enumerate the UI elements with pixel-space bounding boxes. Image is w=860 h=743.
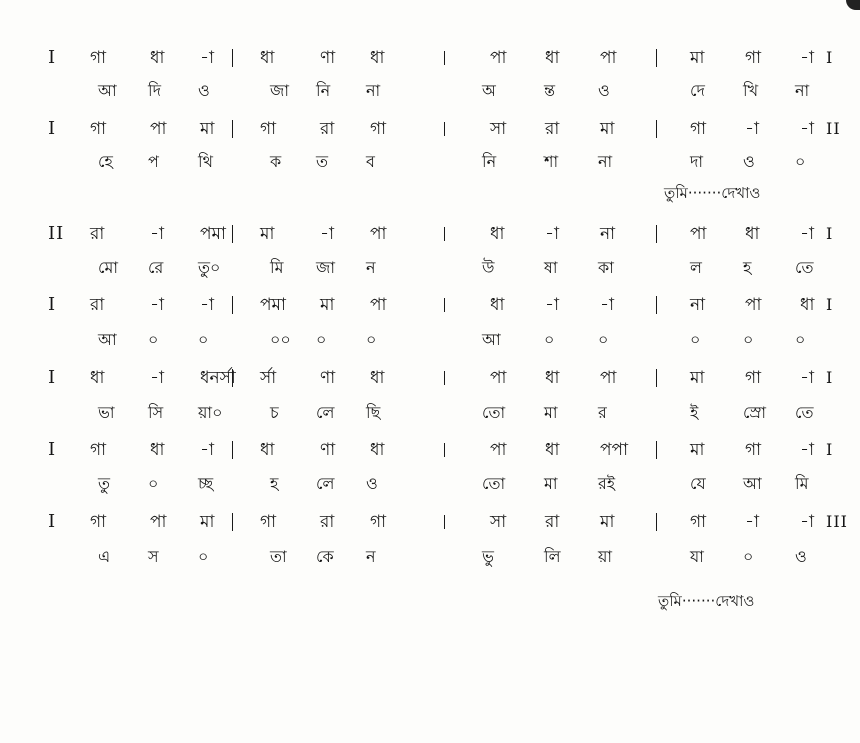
lyric-syllable: থি — [198, 152, 213, 171]
note-cell: গা — [90, 119, 107, 139]
note-cell: র্সা — [260, 368, 277, 388]
bar-separator — [444, 298, 445, 312]
note-cell: ধা — [545, 368, 560, 388]
note-cell: মা — [690, 48, 705, 68]
lyric-syllable: যে — [690, 474, 706, 493]
note-cell: মা — [600, 512, 615, 532]
refrain-1: তুমি·······দেখাও — [664, 184, 761, 202]
lyric-syllable: লে — [316, 403, 335, 422]
note-cell: মা — [200, 512, 215, 532]
note-cell: -া — [800, 119, 814, 139]
lyric-syllable: ত — [316, 152, 329, 171]
bar-separator — [656, 120, 657, 138]
lyric-syllable: ০০ — [270, 330, 291, 349]
bar-separator — [656, 369, 657, 387]
note-cell: রা — [545, 512, 560, 532]
note-cell: গা — [745, 48, 762, 68]
note-cell: রা — [320, 512, 335, 532]
lyric-syllable: ও — [598, 81, 610, 100]
bar-end-mark: I — [826, 368, 834, 387]
lyric-syllable: শা — [544, 152, 559, 171]
lyric-syllable: আ — [98, 81, 117, 100]
note-cell: -া — [600, 295, 614, 315]
bar-separator — [656, 225, 657, 243]
lyric-syllable: তো — [482, 403, 506, 422]
note-cell: -া — [150, 368, 164, 388]
note-cell: মা — [690, 368, 705, 388]
note-cell: পা — [370, 295, 387, 315]
bar-separator — [656, 513, 657, 531]
note-cell: ধা — [545, 440, 560, 460]
lyric-syllable: ০ — [316, 330, 327, 349]
lyric-syllable: নি — [316, 81, 331, 100]
bar-separator — [232, 120, 233, 138]
note-cell: ধা — [370, 440, 385, 460]
bar-separator — [444, 371, 445, 385]
lyric-syllable: ০ — [743, 330, 754, 349]
note-cell: পা — [150, 512, 167, 532]
note-cell: সা — [490, 512, 507, 532]
note-cell: রা — [320, 119, 335, 139]
bar-start-mark: I — [48, 511, 57, 532]
lyric-syllable: মি — [270, 258, 284, 277]
bar-end-mark: III — [826, 512, 848, 531]
note-cell: -া — [200, 48, 214, 68]
lyric-syllable: কে — [316, 547, 334, 566]
note-cell: ধা — [150, 48, 165, 68]
lyric-syllable: ০ — [795, 152, 806, 171]
lyric-syllable: ০ — [743, 547, 754, 566]
bar-separator — [656, 49, 657, 67]
note-cell: পা — [490, 440, 507, 460]
bar-separator — [232, 49, 233, 67]
lyric-syllable: ল — [690, 258, 702, 277]
lyric-syllable: ভা — [98, 403, 115, 422]
lyric-syllable: আ — [743, 474, 762, 493]
lyric-syllable: দি — [148, 81, 161, 100]
note-cell: গা — [690, 512, 707, 532]
lyric-row — [0, 77, 860, 105]
note-cell: -া — [320, 224, 334, 244]
note-cell: রা — [90, 295, 105, 315]
note-cell: ণা — [320, 48, 336, 68]
lyric-syllable: কা — [598, 258, 614, 277]
lyric-syllable: য়া — [598, 547, 613, 566]
bar-separator — [232, 296, 233, 314]
bar-separator — [232, 441, 233, 459]
lyric-syllable: তো — [482, 474, 506, 493]
bar-start-mark: II — [48, 223, 65, 244]
notation-row — [0, 364, 860, 392]
lyric-syllable: লি — [544, 547, 561, 566]
lyric-syllable: হে — [98, 152, 113, 171]
note-cell: -া — [200, 295, 214, 315]
lyric-syllable: ০ — [198, 330, 209, 349]
note-cell: গা — [90, 48, 107, 68]
note-cell: -া — [800, 512, 814, 532]
note-cell: -া — [200, 440, 214, 460]
lyric-row — [0, 543, 860, 571]
lyric-row — [0, 399, 860, 427]
notation-row — [0, 291, 860, 319]
note-cell: -া — [745, 512, 759, 532]
lyric-syllable: তু — [98, 474, 111, 493]
lyric-row — [0, 326, 860, 354]
bar-end-mark: II — [826, 119, 841, 138]
lyric-syllable: ০ — [148, 330, 159, 349]
note-cell: গা — [90, 512, 107, 532]
bar-separator — [444, 227, 445, 241]
note-cell: -া — [150, 295, 164, 315]
lyric-syllable: ০ — [544, 330, 555, 349]
note-cell: ধা — [745, 224, 760, 244]
lyric-syllable: ০ — [148, 474, 159, 493]
lyric-row — [0, 470, 860, 498]
note-cell: ধা — [90, 368, 105, 388]
notation-row — [0, 115, 860, 143]
note-cell: রা — [90, 224, 105, 244]
notation-row — [0, 508, 860, 536]
lyric-syllable: ও — [795, 547, 807, 566]
note-cell: গা — [370, 119, 387, 139]
lyric-syllable: মা — [544, 474, 558, 493]
note-cell: -া — [745, 119, 759, 139]
bar-start-mark: I — [48, 118, 57, 139]
lyric-syllable: জা — [270, 81, 289, 100]
lyric-syllable: র — [598, 403, 607, 422]
lyric-syllable: উ — [482, 258, 495, 277]
note-cell: ধা — [490, 295, 505, 315]
note-cell: ধা — [370, 368, 385, 388]
lyric-syllable: খি — [743, 81, 759, 100]
bar-separator — [656, 296, 657, 314]
lyric-syllable: জা — [316, 258, 335, 277]
lyric-syllable: ন — [366, 258, 376, 277]
bar-separator — [232, 225, 233, 243]
note-cell: পা — [370, 224, 387, 244]
notation-row — [0, 44, 860, 72]
note-cell: -া — [545, 295, 559, 315]
lyric-syllable: তু০ — [198, 258, 221, 277]
note-cell: -া — [150, 224, 164, 244]
note-cell: -া — [800, 368, 814, 388]
lyric-syllable: তা — [270, 547, 287, 566]
note-cell: পপা — [600, 440, 629, 460]
notation-row — [0, 436, 860, 464]
note-cell: পা — [490, 48, 507, 68]
bar-separator — [232, 513, 233, 531]
note-cell: মা — [600, 119, 615, 139]
lyric-syllable: চ — [270, 403, 279, 422]
lyric-syllable: প — [148, 152, 159, 171]
lyric-syllable: ও — [743, 152, 755, 171]
note-cell: পা — [150, 119, 167, 139]
note-cell: পা — [600, 368, 617, 388]
lyric-syllable: যা — [690, 547, 704, 566]
notation-row — [0, 220, 860, 248]
lyric-syllable: না — [366, 81, 381, 100]
bar-end-mark: I — [826, 224, 834, 243]
lyric-row — [0, 148, 860, 176]
note-cell: গা — [745, 368, 762, 388]
note-cell: গা — [260, 119, 277, 139]
bar-start-mark: I — [48, 367, 57, 388]
note-cell: ধা — [150, 440, 165, 460]
lyric-syllable: ০ — [598, 330, 609, 349]
note-cell: গা — [690, 119, 707, 139]
lyric-syllable: সি — [148, 403, 164, 422]
lyric-syllable: ০ — [198, 547, 209, 566]
lyric-syllable: ০ — [690, 330, 701, 349]
note-cell: পা — [600, 48, 617, 68]
note-cell: -া — [800, 224, 814, 244]
lyric-syllable: আ — [482, 330, 501, 349]
note-cell: গা — [745, 440, 762, 460]
note-cell: ণা — [320, 440, 336, 460]
lyric-syllable: ন্ত — [544, 81, 556, 100]
note-cell: মা — [690, 440, 705, 460]
lyric-syllable: রে — [148, 258, 164, 277]
note-cell: রা — [545, 119, 560, 139]
note-cell: ধনর্সা — [200, 368, 236, 388]
lyric-syllable: লে — [316, 474, 335, 493]
lyric-syllable: রই — [598, 474, 616, 493]
lyric-syllable: না — [598, 152, 613, 171]
note-cell: মা — [320, 295, 335, 315]
lyric-syllable: দে — [690, 81, 705, 100]
note-cell: গা — [90, 440, 107, 460]
note-cell: সা — [490, 119, 507, 139]
lyric-syllable: আ — [98, 330, 117, 349]
note-cell: ধা — [545, 48, 560, 68]
bar-start-mark: I — [48, 294, 57, 315]
bar-end-mark: I — [826, 440, 834, 459]
note-cell: ধা — [260, 48, 275, 68]
note-cell: -া — [545, 224, 559, 244]
lyric-syllable: স্রো — [743, 403, 766, 422]
lyric-syllable: ও — [366, 474, 378, 493]
note-cell: পা — [690, 224, 707, 244]
note-cell: ধা — [370, 48, 385, 68]
lyric-syllable: নি — [482, 152, 497, 171]
lyric-syllable: অ — [482, 81, 496, 100]
bar-separator — [444, 51, 445, 65]
lyric-syllable: মি — [795, 474, 809, 493]
bar-start-mark: I — [48, 47, 57, 68]
lyric-syllable: হ — [743, 258, 752, 277]
lyric-syllable: মো — [98, 258, 119, 277]
lyric-syllable: স — [148, 547, 159, 566]
note-cell: না — [690, 295, 706, 315]
note-cell: -া — [800, 48, 814, 68]
lyric-syllable: না — [795, 81, 810, 100]
refrain-2: তুমি·······দেখাও — [658, 592, 755, 610]
lyric-row — [0, 254, 860, 282]
lyric-syllable: মা — [544, 403, 558, 422]
lyric-syllable: য়া০ — [198, 403, 223, 422]
note-cell: ণা — [320, 368, 336, 388]
note-cell: ধা — [800, 295, 815, 315]
lyric-syllable: ০ — [795, 330, 806, 349]
lyric-syllable: হ — [270, 474, 279, 493]
note-cell: গা — [260, 512, 277, 532]
note-cell: -া — [800, 440, 814, 460]
lyric-syllable: এ — [98, 547, 111, 566]
lyric-syllable: ও — [198, 81, 210, 100]
note-cell: মা — [200, 119, 215, 139]
lyric-syllable: ভু — [482, 547, 494, 566]
lyric-syllable: ক — [270, 152, 282, 171]
bar-start-mark: I — [48, 439, 57, 460]
note-cell: পমা — [260, 295, 286, 315]
note-cell: পা — [490, 368, 507, 388]
lyric-syllable: ষা — [544, 258, 558, 277]
lyric-syllable: দা — [690, 152, 704, 171]
note-cell: গা — [370, 512, 387, 532]
bar-separator — [656, 441, 657, 459]
lyric-syllable: তে — [795, 403, 814, 422]
lyric-syllable: ন — [366, 547, 376, 566]
bar-separator — [444, 122, 445, 136]
bar-end-mark: I — [826, 48, 834, 67]
lyric-syllable: চ্ছ — [198, 474, 214, 493]
lyric-syllable: ব — [366, 152, 375, 171]
note-cell: না — [600, 224, 616, 244]
lyric-syllable: ছি — [366, 403, 381, 422]
lyric-syllable: ই — [690, 403, 699, 422]
note-cell: পা — [745, 295, 762, 315]
note-cell: মা — [260, 224, 275, 244]
bar-separator — [444, 515, 445, 529]
bar-end-mark: I — [826, 295, 834, 314]
note-cell: ধা — [490, 224, 505, 244]
lyric-syllable: তে — [795, 258, 814, 277]
lyric-syllable: ০ — [366, 330, 377, 349]
note-cell: পমা — [200, 224, 226, 244]
note-cell: ধা — [260, 440, 275, 460]
bar-separator — [444, 443, 445, 457]
